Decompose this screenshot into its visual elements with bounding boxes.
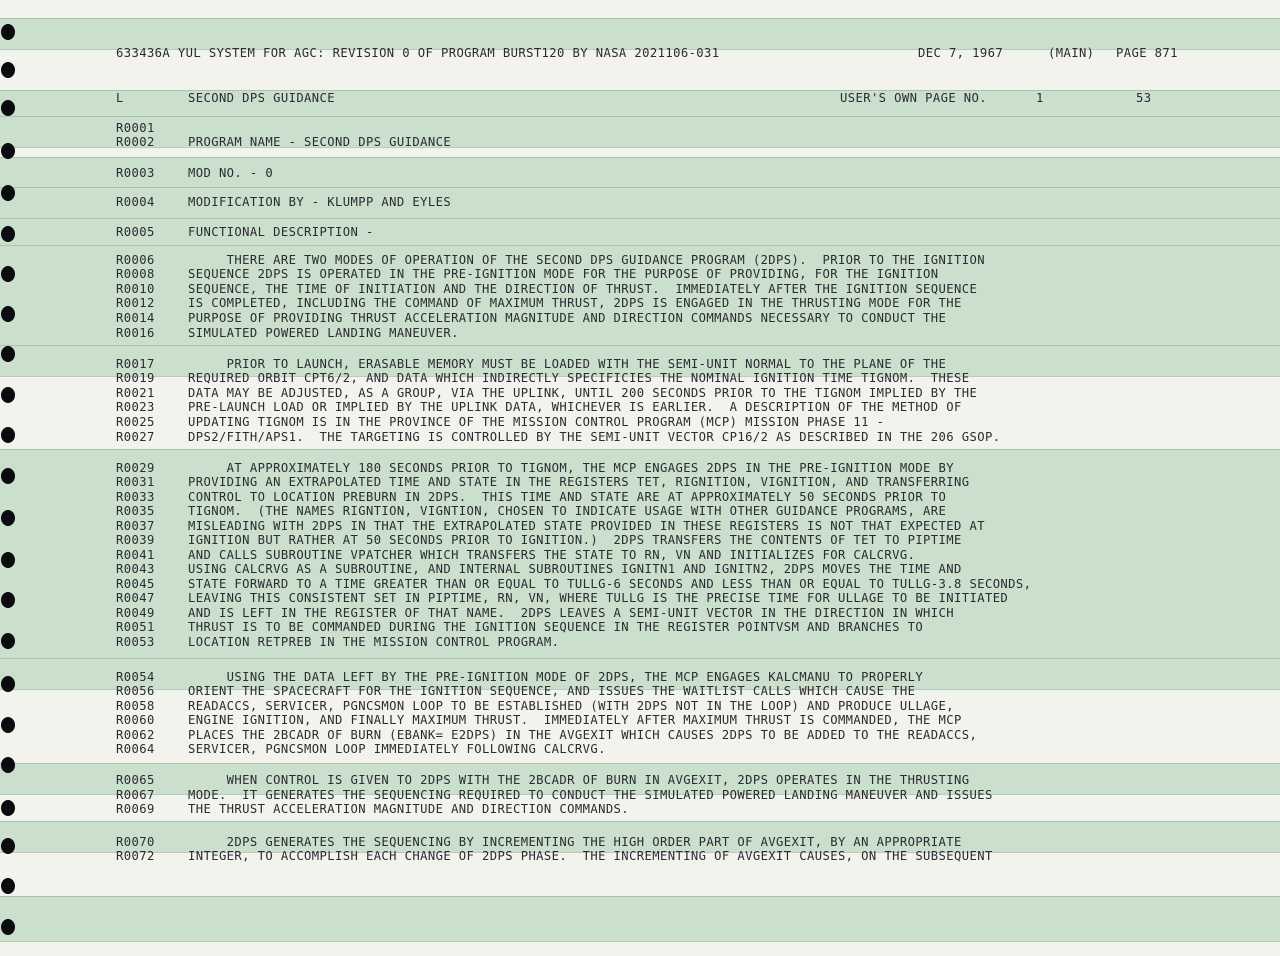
- listing-line: [0, 296, 1280, 311]
- listing-line: [0, 166, 1280, 181]
- card-label: R0035: [116, 504, 155, 518]
- card-label: R0033: [116, 490, 155, 504]
- listing-line: [0, 225, 1280, 240]
- listing-line: [0, 371, 1280, 386]
- listing-line: [0, 773, 1280, 788]
- listing-line: [0, 135, 1280, 150]
- card-text: SEQUENCE, THE TIME OF INITIATION AND THE DIRECTION OF THRUST. IMMEDIATELY AFTER THE IGNITION SEQUENCE: [188, 282, 978, 296]
- listing-line: [0, 835, 1280, 850]
- listing-line: [0, 195, 1280, 210]
- card-text: PURPOSE OF PROVIDING THRUST ACCELERATION MAGNITUDE AND DIRECTION COMMANDS NECESSARY TO CONDUCT THE: [188, 311, 947, 325]
- card-label: R0006: [116, 253, 155, 267]
- own-page-label: USER'S OWN PAGE NO.: [840, 91, 988, 105]
- card-label: R0072: [116, 849, 155, 863]
- listing-line: [0, 461, 1280, 476]
- listing-line: [0, 788, 1280, 803]
- sprocket-hole: [1, 919, 15, 935]
- card-label: R0070: [116, 835, 155, 849]
- card-text: PLACES THE 2BCADR OF BURN (EBANK= E2DPS) IN THE AVGEXIT WHICH CAUSES 2DPS TO BE ADDED TO THE READACCS,: [188, 728, 978, 742]
- card-label: R0041: [116, 548, 155, 562]
- card-text: CONTROL TO LOCATION PREBURN IN 2DPS. THIS TIME AND STATE ARE AT APPROXIMATELY 50 SECONDS PRIOR TO: [188, 490, 947, 504]
- card-label: R0004: [116, 195, 155, 209]
- card-text: REQUIRED ORBIT CPT6/2, AND DATA WHICH INDIRECTLY SPECIFICIES THE NOMINAL IGNITION TIME TIGNOM. THESE: [188, 371, 970, 385]
- card-text: THE THRUST ACCELERATION MAGNITUDE AND DIRECTION COMMANDS.: [188, 802, 630, 816]
- card-label: R0023: [116, 400, 155, 414]
- card-label: R0029: [116, 461, 155, 475]
- card-label: R0058: [116, 699, 155, 713]
- listing-line: [0, 699, 1280, 714]
- listing-line: [0, 684, 1280, 699]
- header-date: DEC 7, 1967: [918, 46, 1004, 60]
- listing-line: [0, 400, 1280, 415]
- paper-band: [0, 896, 1280, 942]
- card-text: LOCATION RETPREB IN THE MISSION CONTROL PROGRAM.: [188, 635, 560, 649]
- card-label: R0067: [116, 788, 155, 802]
- card-label: R0043: [116, 562, 155, 576]
- card-text: SIMULATED POWERED LANDING MANEUVER.: [188, 326, 459, 340]
- card-label: R0053: [116, 635, 155, 649]
- listing-line: [0, 533, 1280, 548]
- card-label: R0025: [116, 415, 155, 429]
- card-label: R0031: [116, 475, 155, 489]
- card-text: FUNCTIONAL DESCRIPTION -: [188, 225, 374, 239]
- card-label: R0003: [116, 166, 155, 180]
- card-label: R0056: [116, 684, 155, 698]
- listing-line: [0, 591, 1280, 606]
- listing-line: [0, 386, 1280, 401]
- card-text: INTEGER, TO ACCOMPLISH EACH CHANGE OF 2DPS PHASE. THE INCREMENTING OF AVGEXIT CAUSES, ON THE SUBSEQUENT: [188, 849, 993, 863]
- listing-line: [0, 519, 1280, 534]
- card-text: WHEN CONTROL IS GIVEN TO 2DPS WITH THE 2BCADR OF BURN IN AVGEXIT, 2DPS OPERATES IN THE THRUSTING: [188, 773, 970, 787]
- card-number: 53: [1136, 91, 1152, 105]
- card-text: THRUST IS TO BE COMMANDED DURING THE IGNITION SEQUENCE IN THE REGISTER POINTVSM AND BRANCHES TO: [188, 620, 924, 634]
- card-text: THERE ARE TWO MODES OF OPERATION OF THE SECOND DPS GUIDANCE PROGRAM (2DPS). PRIOR TO THE IGNITION: [188, 253, 985, 267]
- card-text: ENGINE IGNITION, AND FINALLY MAXIMUM THRUST. IMMEDIATELY AFTER MAXIMUM THRUST IS COMMANDED, THE MCP: [188, 713, 962, 727]
- header-page: PAGE 871: [1116, 46, 1178, 60]
- card-text: IGNITION BUT RATHER AT 50 SECONDS PRIOR TO IGNITION.) 2DPS TRANSFERS THE CONTENTS OF TET TO PIPTIME: [188, 533, 962, 547]
- card-label: R0016: [116, 326, 155, 340]
- card-text: READACCS, SERVICER, PGNCSMON LOOP TO BE ESTABLISHED (WITH 2DPS NOT IN THE LOOP) AND PRODUCE ULLAGE,: [188, 699, 955, 713]
- card-label: R0001: [116, 121, 155, 135]
- card-label: R0012: [116, 296, 155, 310]
- card-label: R0062: [116, 728, 155, 742]
- card-text: IS COMPLETED, INCLUDING THE COMMAND OF MAXIMUM THRUST, 2DPS IS ENGAGED IN THE THRUSTING MODE FOR THE: [188, 296, 962, 310]
- card-label: R0051: [116, 620, 155, 634]
- listing-line: [0, 635, 1280, 650]
- card-text: USING CALCRVG AS A SUBROUTINE, AND INTERNAL SUBROUTINES IGNITN1 AND IGNITN2, 2DPS MOVES THE TIME AND: [188, 562, 962, 576]
- card-text: TIGNOM. (THE NAMES RIGNTION, VIGNTION, CHOSEN TO INDICATE USAGE WITH OTHER GUIDANCE PROGRAMS, ARE: [188, 504, 947, 518]
- sprocket-hole: [1, 100, 15, 116]
- card-text: 2DPS GENERATES THE SEQUENCING BY INCREMENTING THE HIGH ORDER PART OF AVGEXIT, BY AN APPROPRIATE: [188, 835, 962, 849]
- card-text: PRE-LAUNCH LOAD OR IMPLIED BY THE UPLINK DATA, WHICHEVER IS EARLIER. A DESCRIPTION OF THE METHOD OF: [188, 400, 962, 414]
- card-text: USING THE DATA LEFT BY THE PRE-IGNITION MODE OF 2DPS, THE MCP ENGAGES KALCMANU TO PROPERLY: [188, 670, 924, 684]
- card-text: PRIOR TO LAUNCH, ERASABLE MEMORY MUST BE LOADED WITH THE SEMI-UNIT NORMAL TO THE PLANE OF THE: [188, 357, 947, 371]
- listing-line: [0, 121, 1280, 136]
- listing-line: [0, 728, 1280, 743]
- card-text: SERVICER, PGNCSMON LOOP IMMEDIATELY FOLLOWING CALCRVG.: [188, 742, 606, 756]
- card-text: STATE FORWARD TO A TIME GREATER THAN OR EQUAL TO TULLG-6 SECONDS AND LESS THAN OR EQUAL TO TULLG-3.8 SECONDS,: [188, 577, 1032, 591]
- listing-line: [0, 504, 1280, 519]
- card-text: LEAVING THIS CONSISTENT SET IN PIPTIME, RN, VN, WHERE TULLG IS THE PRECISE TIME FOR ULLAGE TO BE INITIATED: [188, 591, 1009, 605]
- section-title: SECOND DPS GUIDANCE: [188, 91, 336, 105]
- listing-line: [0, 311, 1280, 326]
- card-label: R0065: [116, 773, 155, 787]
- own-page-number: 1: [1036, 91, 1044, 105]
- card-text: UPDATING TIGNOM IS IN THE PROVINCE OF THE MISSION CONTROL PROGRAM (MCP) MISSION PHASE 11 -: [188, 415, 885, 429]
- card-label: R0027: [116, 430, 155, 444]
- sprocket-hole: [1, 878, 15, 894]
- listing-line: [0, 849, 1280, 864]
- card-text: MOD NO. - 0: [188, 166, 274, 180]
- card-label: R0054: [116, 670, 155, 684]
- listing-line: [0, 357, 1280, 372]
- card-text: AND IS LEFT IN THE REGISTER OF THAT NAME. 2DPS LEAVES A SEMI-UNIT VECTOR IN THE DIRECTION IN WHICH: [188, 606, 955, 620]
- listing-line: [0, 267, 1280, 282]
- listing-line: [0, 577, 1280, 592]
- card-label: R0019: [116, 371, 155, 385]
- listing-line: [0, 548, 1280, 563]
- card-text: MODE. IT GENERATES THE SEQUENCING REQUIRED TO CONDUCT THE SIMULATED POWERED LANDING MANEUVER AND ISSUES: [188, 788, 993, 802]
- card-label: R0005: [116, 225, 155, 239]
- card-text: ORIENT THE SPACECRAFT FOR THE IGNITION SEQUENCE, AND ISSUES THE WAITLIST CALLS WHICH CAUSE THE: [188, 684, 916, 698]
- listing-line: [0, 326, 1280, 341]
- card-text: SEQUENCE 2DPS IS OPERATED IN THE PRE-IGNITION MODE FOR THE PURPOSE OF PROVIDING, FOR THE IGNITION: [188, 267, 939, 281]
- listing-line: [0, 606, 1280, 621]
- card-text: MISLEADING WITH 2DPS IN THAT THE EXTRAPOLATED STATE PROVIDED IN THESE REGISTERS IS NOT THAT EXPECTED AT: [188, 519, 985, 533]
- header-title: 633436A YUL SYSTEM FOR AGC: REVISION 0 OF PROGRAM BURST120 BY NASA 2021106-031: [116, 46, 720, 60]
- card-text: PROGRAM NAME - SECOND DPS GUIDANCE: [188, 135, 452, 149]
- card-text: PROVIDING AN EXTRAPOLATED TIME AND STATE IN THE REGISTERS TET, RIGNITION, VIGNITION, AND TRANSFERRING: [188, 475, 970, 489]
- listing-line: [0, 253, 1280, 268]
- card-text: MODIFICATION BY - KLUMPP AND EYLES: [188, 195, 452, 209]
- header-mode: (MAIN): [1048, 46, 1095, 60]
- card-label: R0049: [116, 606, 155, 620]
- listing-line: [0, 742, 1280, 757]
- card-label: R0047: [116, 591, 155, 605]
- card-label: R0060: [116, 713, 155, 727]
- listing-line: [0, 562, 1280, 577]
- card-text: DPS2/FITH/APS1. THE TARGETING IS CONTROLLED BY THE SEMI-UNIT VECTOR CP16/2 AS DESCRIBED IN THE 206 GSOP.: [188, 430, 1001, 444]
- card-text: AND CALLS SUBROUTINE VPATCHER WHICH TRANSFERS THE STATE TO RN, VN AND INITIALIZES FOR CALCRVG.: [188, 548, 916, 562]
- card-label: R0021: [116, 386, 155, 400]
- card-label: R0045: [116, 577, 155, 591]
- card-label: R0064: [116, 742, 155, 756]
- listing-line: [0, 670, 1280, 685]
- card-label: R0008: [116, 267, 155, 281]
- card-label: R0002: [116, 135, 155, 149]
- sprocket-hole: [1, 757, 15, 773]
- card-label: R0039: [116, 533, 155, 547]
- sprocket-hole: [1, 24, 15, 40]
- card-label: R0017: [116, 357, 155, 371]
- listing-line: [0, 282, 1280, 297]
- sprocket-hole: [1, 62, 15, 78]
- card-text: DATA MAY BE ADJUSTED, AS A GROUP, VIA THE UPLINK, UNTIL 200 SECONDS PRIOR TO THE TIGNOM IMPLIED BY THE: [188, 386, 978, 400]
- listing-line: [0, 490, 1280, 505]
- card-label: R0037: [116, 519, 155, 533]
- listing-line: [0, 475, 1280, 490]
- card-label: R0010: [116, 282, 155, 296]
- listing-line: [0, 430, 1280, 445]
- listing-line: [0, 713, 1280, 728]
- card-label: R0069: [116, 802, 155, 816]
- listing-line: [0, 415, 1280, 430]
- card-text: AT APPROXIMATELY 180 SECONDS PRIOR TO TIGNOM, THE MCP ENGAGES 2DPS IN THE PRE-IGNITION MODE BY: [188, 461, 955, 475]
- listing-line: [0, 620, 1280, 635]
- card-label: R0014: [116, 311, 155, 325]
- card-type: L: [116, 91, 124, 105]
- listing-line: [0, 802, 1280, 817]
